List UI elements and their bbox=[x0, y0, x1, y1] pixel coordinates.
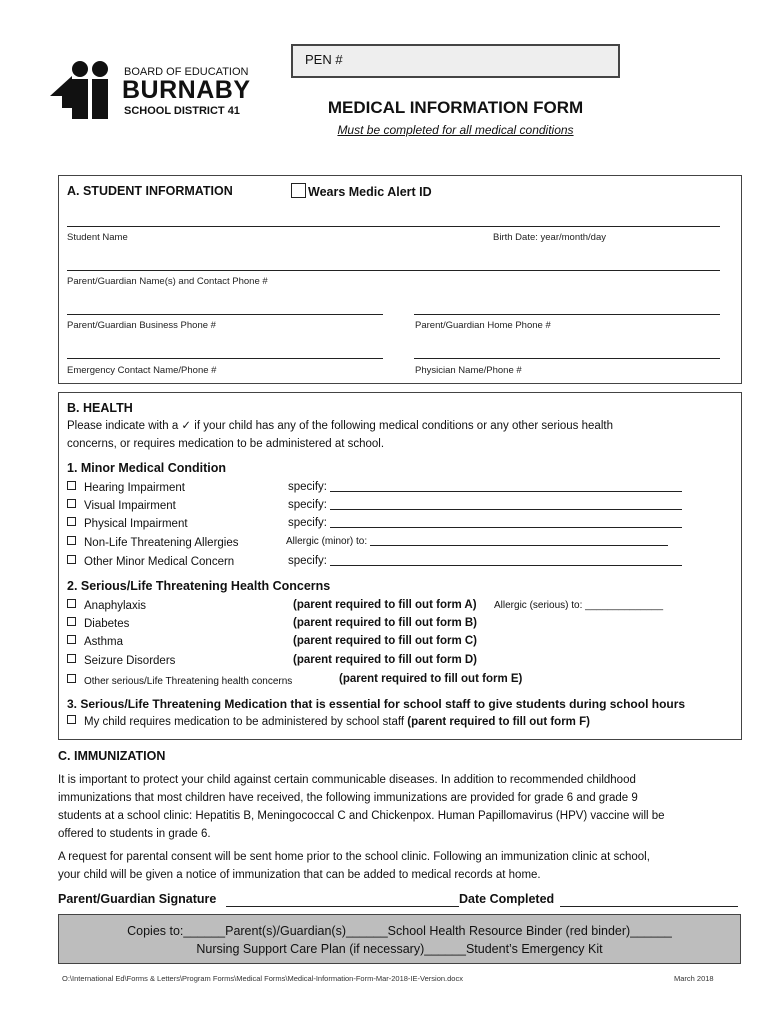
immunization-p1-line2: immunizations that most children have received, the following immunizations are provided for grade 6 and grade 9 bbox=[58, 792, 638, 804]
parent-business-field[interactable] bbox=[67, 314, 383, 315]
parent-home-field[interactable] bbox=[414, 314, 720, 315]
minor-label: Other Minor Medical Concern bbox=[84, 556, 235, 568]
checkbox-icon bbox=[67, 715, 76, 724]
birth-date-label: Birth Date: year/month/day bbox=[493, 232, 606, 243]
checkbox-icon bbox=[67, 536, 76, 545]
serious-asthma-row[interactable] bbox=[67, 635, 123, 648]
form-subtitle: Must be completed for all medical conditions bbox=[337, 123, 574, 137]
minor-physical-row[interactable] bbox=[67, 517, 188, 530]
section-student-information bbox=[58, 175, 742, 384]
medic-alert-label: Wears Medic Alert ID bbox=[308, 185, 432, 199]
date-completed-field[interactable] bbox=[560, 906, 738, 907]
specify-label: Allergic (minor) to: bbox=[286, 536, 368, 547]
parent-home-label: Parent/Guardian Home Phone # bbox=[415, 320, 551, 331]
logo-line3: SCHOOL DISTRICT 41 bbox=[124, 105, 240, 117]
student-name-field[interactable] bbox=[67, 226, 720, 227]
serious-note: (parent required to fill out form C) bbox=[293, 635, 477, 647]
parent-name-label: Parent/Guardian Name(s) and Contact Phone # bbox=[67, 276, 268, 287]
serious-allergic-to[interactable]: Allergic (serious) to: ______________ bbox=[494, 600, 663, 611]
medic-alert-checkbox[interactable] bbox=[291, 183, 432, 199]
minor-visual-specify[interactable] bbox=[288, 499, 682, 511]
health-intro-line1: Please indicate with a ✓ if your child has any of the following medical conditions or any other serious health bbox=[67, 420, 613, 432]
medication-text: My child requires medication to be administered by school staff bbox=[84, 716, 405, 728]
student-name-label: Student Name bbox=[67, 232, 128, 243]
copies-box bbox=[58, 914, 741, 964]
serious-concerns-heading: 2. Serious/Life Threatening Health Concerns bbox=[67, 579, 331, 593]
medication-row[interactable] bbox=[67, 715, 590, 728]
signature-label: Parent/Guardian Signature bbox=[58, 892, 217, 906]
serious-note: (parent required to fill out form D) bbox=[293, 654, 477, 666]
specify-label: specify: bbox=[288, 499, 327, 511]
health-intro-line2: concerns, or requires medication to be administered at school. bbox=[67, 438, 385, 450]
section-health bbox=[58, 392, 742, 740]
serious-label: Anaphylaxis bbox=[84, 600, 147, 612]
immunization-p1-line4: offered to students in grade 6. bbox=[58, 828, 211, 840]
signature-field[interactable] bbox=[226, 906, 459, 907]
serious-note: (parent required to fill out form A) bbox=[293, 599, 477, 611]
serious-label: Diabetes bbox=[84, 618, 130, 630]
emergency-contact-field[interactable] bbox=[67, 358, 383, 359]
medication-note: (parent required to fill out form F) bbox=[407, 716, 590, 728]
logo-line1: BOARD OF EDUCATION bbox=[124, 66, 249, 78]
minor-allergies-row[interactable] bbox=[67, 536, 239, 549]
serious-anaphylaxis-row[interactable] bbox=[67, 599, 146, 612]
minor-visual-row[interactable] bbox=[67, 499, 176, 512]
copies-line1: Copies to:______Parent(s)/Guardian(s)______School Health Resource Binder (red binder)______ bbox=[127, 924, 672, 938]
specify-label: specify: bbox=[288, 517, 327, 529]
district-logo bbox=[50, 58, 255, 120]
immunization-p1-line1: It is important to protect your child against certain communicable diseases. In addition to recommended childhood bbox=[58, 774, 636, 786]
serious-other-row[interactable] bbox=[67, 674, 292, 687]
checkbox-icon bbox=[67, 499, 76, 508]
parent-business-label: Parent/Guardian Business Phone # bbox=[67, 320, 216, 331]
section-b-heading: B. HEALTH bbox=[67, 401, 133, 415]
checkbox-icon bbox=[291, 183, 306, 198]
medication-heading: 3. Serious/Life Threatening Medication that is essential for school staff to give students during school hours bbox=[67, 697, 686, 711]
checkbox-icon bbox=[67, 481, 76, 490]
serious-diabetes-row[interactable] bbox=[67, 617, 129, 630]
checkbox-icon bbox=[67, 635, 76, 644]
minor-other-specify[interactable] bbox=[288, 555, 682, 567]
minor-label: Hearing Impairment bbox=[84, 482, 185, 494]
pen-label: PEN # bbox=[305, 52, 343, 67]
checkbox-icon bbox=[67, 555, 76, 564]
footer-path: O:\International Ed\Forms & Letters\Program Forms\Medical Forms\Medical-Information-Form-Mar-2018-IE-Version.docx bbox=[62, 974, 463, 983]
immunization-p2-line1: A request for parental consent will be sent home prior to the school clinic. Following an immunization clinic at school, bbox=[58, 851, 650, 863]
serious-note: (parent required to fill out form B) bbox=[293, 617, 477, 629]
physician-field[interactable] bbox=[414, 358, 720, 359]
minor-hearing-specify[interactable] bbox=[288, 481, 682, 493]
minor-other-row[interactable] bbox=[67, 555, 234, 568]
logo-line2: BURNABY bbox=[122, 76, 251, 104]
pen-field[interactable] bbox=[291, 44, 620, 78]
checkbox-icon bbox=[67, 674, 76, 683]
form-title: MEDICAL INFORMATION FORM bbox=[327, 98, 584, 117]
minor-label: Visual Impairment bbox=[84, 500, 176, 512]
physician-label: Physician Name/Phone # bbox=[415, 365, 522, 376]
checkbox-icon bbox=[67, 654, 76, 663]
minor-label: Physical Impairment bbox=[84, 518, 188, 530]
parent-name-field[interactable] bbox=[67, 270, 720, 271]
family-logo-icon bbox=[50, 58, 124, 120]
footer-date: March 2018 bbox=[674, 974, 714, 983]
serious-other-label: Other serious/Life Threatening health concerns bbox=[84, 676, 293, 687]
specify-label: specify: bbox=[288, 555, 327, 567]
immunization-p1-line3: students at a school clinic: Hepatitis B, Meningococcal C and Chickenpox. Human Papillomavirus (HPV) vaccine will be bbox=[58, 810, 665, 822]
section-a-heading: A. STUDENT INFORMATION bbox=[67, 184, 233, 198]
specify-label: specify: bbox=[288, 481, 327, 493]
minor-physical-specify[interactable] bbox=[288, 517, 682, 529]
serious-label: Asthma bbox=[84, 636, 123, 648]
emergency-contact-label: Emergency Contact Name/Phone # bbox=[67, 365, 217, 376]
serious-label: Seizure Disorders bbox=[84, 655, 176, 667]
minor-hearing-row[interactable] bbox=[67, 481, 185, 494]
date-completed-label: Date Completed bbox=[459, 892, 555, 906]
immunization-p2-line2: your child will be given a notice of immunization that can be added to medical records at home. bbox=[58, 869, 541, 881]
minor-condition-heading: 1. Minor Medical Condition bbox=[67, 461, 227, 475]
minor-allergies-specify[interactable] bbox=[286, 536, 668, 547]
minor-label: Non-Life Threatening Allergies bbox=[84, 537, 239, 549]
copies-line2: Nursing Support Care Plan (if necessary)______Student’s Emergency Kit bbox=[196, 942, 603, 956]
checkbox-icon bbox=[67, 599, 76, 608]
serious-seizure-row[interactable] bbox=[67, 654, 175, 667]
checkbox-icon bbox=[67, 617, 76, 626]
checkbox-icon bbox=[67, 517, 76, 526]
serious-other-note: (parent required to fill out form E) bbox=[339, 673, 523, 685]
section-c-heading: C. IMMUNIZATION bbox=[58, 749, 166, 763]
